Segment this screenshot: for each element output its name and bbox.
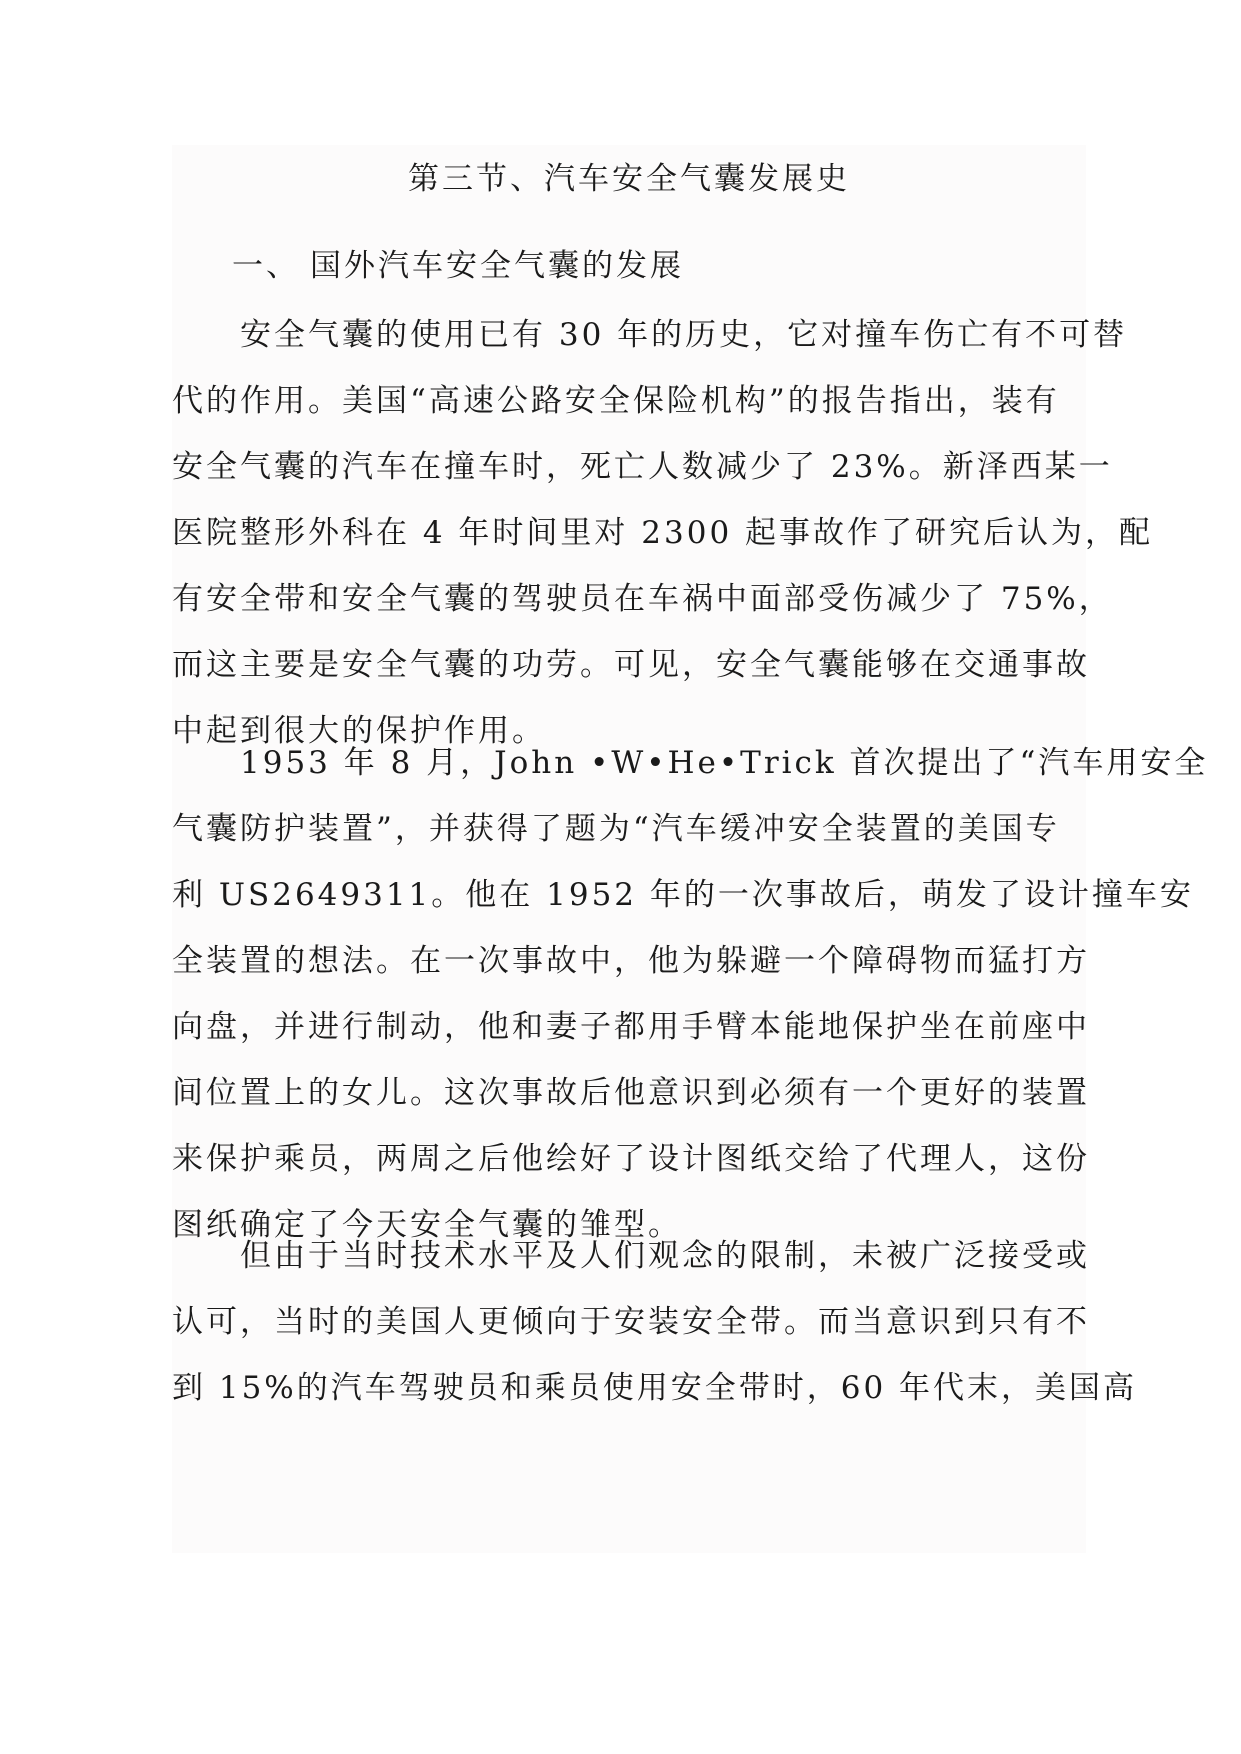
paragraph-line: 到 15%的汽车驾驶员和乘员使用安全带时，60 年代末，美国高	[172, 1370, 1138, 1406]
section-number: 一、	[232, 248, 300, 284]
document-page	[172, 145, 1209, 1553]
paragraph-line: 气囊防护装置”，并获得了题为“汽车缓冲安全装置的美国专	[172, 811, 1060, 847]
paragraph-line: 中起到很大的保护作用。	[172, 713, 546, 749]
page-title: 第三节、汽车安全气囊发展史	[408, 161, 850, 197]
paragraph-line: 安全气囊的汽车在撞车时，死亡人数减少了 23%。新泽西某一	[172, 449, 1113, 485]
paragraph-line: 医院整形外科在 4 年时间里对 2300 起事故作了研究后认为，配	[172, 515, 1154, 551]
section-title: 国外汽车安全气囊的发展	[310, 248, 684, 284]
section-heading	[232, 242, 1082, 290]
paragraph-line: 有安全带和安全气囊的驾驶员在车祸中面部受伤减少了 75%，	[172, 581, 1113, 617]
paragraph-3	[172, 1223, 1138, 1421]
paragraph-line: 而这主要是安全气囊的功劳。可见，安全气囊能够在交通事故	[172, 647, 1090, 683]
paragraph-line: 认可，当时的美国人更倾向于安装安全带。而当意识到只有不	[172, 1304, 1090, 1340]
paragraph-line: 但由于当时技术水平及人们观念的限制，未被广泛接受或	[240, 1238, 1090, 1274]
paragraph-line: 全装置的想法。在一次事故中，他为躲避一个障碍物而猛打方	[172, 943, 1090, 979]
paragraph-line: 向盘，并进行制动，他和妻子都用手臂本能地保护坐在前座中	[172, 1009, 1090, 1045]
paragraph-line: 安全气囊的使用已有 30 年的历史，它对撞车伤亡有不可替	[240, 317, 1128, 353]
paragraph-line: 利 US2649311。他在 1952 年的一次事故后，萌发了设计撞车安	[172, 877, 1194, 913]
paragraph-line: 来保护乘员，两周之后他绘好了设计图纸交给了代理人，这份	[172, 1141, 1090, 1177]
paragraph-line: 间位置上的女儿。这次事故后他意识到必须有一个更好的装置	[172, 1075, 1090, 1111]
paragraph-2	[172, 730, 1209, 1258]
paragraph-line: 图纸确定了今天安全气囊的雏型。	[172, 1207, 682, 1243]
paragraph-line: 代的作用。美国“高速公路安全保险机构”的报告指出，装有	[172, 383, 1060, 419]
paragraph-1	[172, 302, 1154, 764]
paragraph-line: 1953 年 8 月，John •W•He•Trick 首次提出了“汽车用安全	[240, 745, 1209, 781]
